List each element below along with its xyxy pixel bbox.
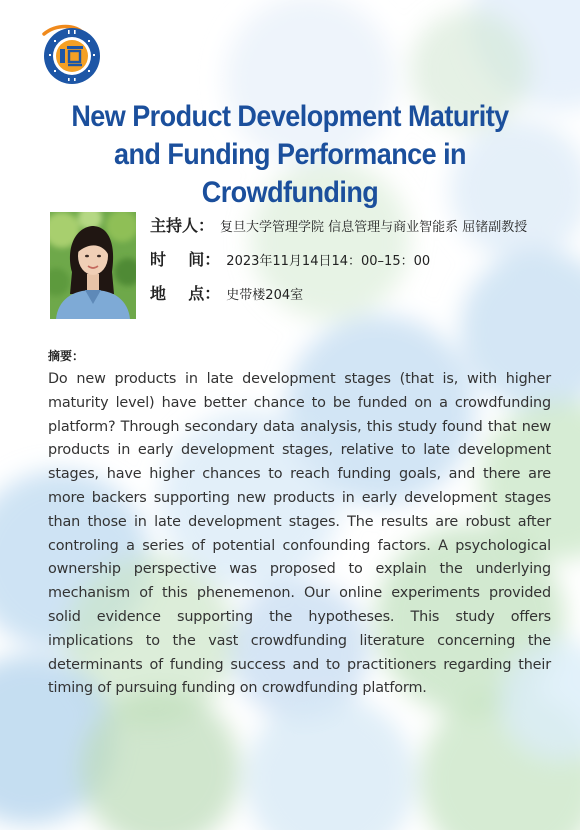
host-label: 主持人：	[150, 216, 215, 235]
speaker-portrait	[50, 212, 136, 319]
place-value: 史带楼204室	[226, 288, 304, 303]
abstract-label: 摘要：	[48, 349, 85, 363]
abstract-text: Do new products in late development stages (that is, with higher maturity level) have better chance to be funded on a crowdfunding platform? Through secondary data analysis, this study found that new products in early development stages, relative to late development stages, have higher chances to reach funding goals, and there are more backers supporting new products in early development stages than those in late development stages. The results are robust after controling a series of potential confounding factors. A psychological ownership perspective was proposed to explain the underlying mechanism of this phenemenon. Our online experiments provided solid evidence supporting the hypotheses. This study offers implications to the vast crowdfunding literature concerning the determinants of funding success and to practitioners regarding their timing of pursuing funding on crowdfunding platform.	[48, 371, 551, 697]
lecture-title: New Product Development Maturity and Funding Performance in Crowdfunding	[71, 100, 509, 209]
time-label: 时 间：	[150, 250, 221, 269]
time-row	[150, 247, 430, 270]
time-value: 2023年11月14日14：00–15：00	[226, 254, 431, 269]
host-value: 复旦大学管理学院 信息管理与商业智能系 屈锗副教授	[220, 220, 528, 235]
place-row	[150, 281, 303, 304]
host-row	[150, 213, 527, 236]
place-label: 地 点：	[150, 284, 221, 303]
school-logo	[38, 20, 106, 88]
